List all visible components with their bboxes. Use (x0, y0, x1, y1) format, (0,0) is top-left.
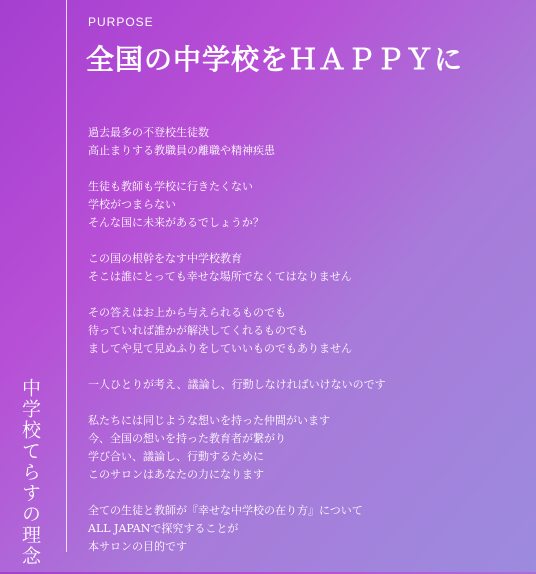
text-line: 待っていれば誰かが解決してくれるものでも (88, 324, 308, 337)
paragraph (88, 178, 528, 232)
paragraph (88, 376, 528, 394)
text-line: 一人ひとりが考え、議論し、行動しなければいけないのです (88, 378, 386, 391)
paragraph (88, 124, 528, 160)
text-line: そこは誰にとっても幸せな場所でなくてはなりません (88, 270, 352, 283)
paragraph (88, 250, 528, 286)
text-line: そんな国に未来があるでしょうか？ (88, 216, 264, 229)
paragraph (88, 304, 528, 358)
text-line: 生徒も教師も学校に行きたくない (88, 180, 253, 193)
text-line: 過去最多の不登校生徒数 (88, 126, 209, 139)
purpose-body (88, 124, 528, 574)
text-line: この国の根幹をなす中学校教育 (88, 252, 242, 265)
text-line: 学校がつまらない (88, 198, 176, 211)
text-line: 私たちには同じような想いを持った仲間がいます (88, 414, 330, 427)
text-line: ALL JAPANで探究することが (88, 522, 239, 535)
page-title: 全国の中学校をＨＡＰＰＹに (86, 43, 464, 76)
side-vertical-label: 中学校てらすの理念 (19, 378, 41, 567)
text-line: 全ての生徒と教師が『幸せな中学校の在り方』について (88, 504, 363, 517)
section-kicker: PURPOSE (88, 15, 154, 29)
paragraph (88, 412, 528, 484)
text-line: 今、全国の想いを持った教育者が繋がり (88, 432, 286, 445)
text-line: その答えはお上から与えられるものでも (88, 306, 286, 319)
paragraph (88, 502, 528, 556)
text-line: 学び合い、議論し、行動するために (88, 450, 264, 463)
text-line: ましてや見て見ぬふりをしていいものでもありません (88, 342, 352, 355)
vertical-divider-line (66, 0, 67, 552)
text-line: 高止まりする教職員の離職や精神疾患 (88, 144, 275, 157)
text-line: このサロンはあなたの力になります (88, 468, 264, 481)
text-line: 本サロンの目的です (88, 540, 187, 553)
